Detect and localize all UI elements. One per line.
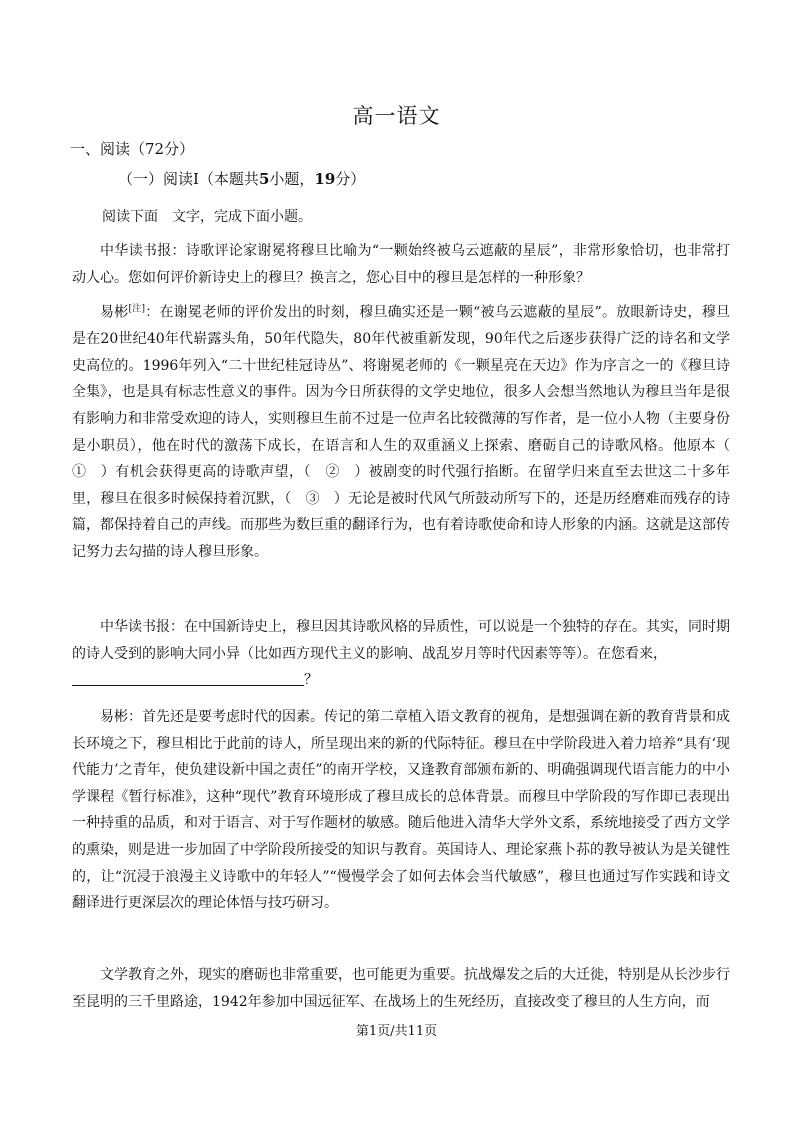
page-title: 高一语文	[352, 104, 441, 128]
paragraph-text: 中华读书报：在中国新诗史上，穆旦因其诗歌风格的异质性，可以说是一个独特的存在。其实，同时期的诗人受到的影响大同小异（比如西方现代主义的影响、战乱岁月等时代因素等等）。在您看来，	[72, 619, 730, 662]
subsection-heading	[118, 168, 365, 189]
paragraph-interview-question-1	[72, 238, 730, 291]
reading-instruction: 阅读下面 文字，完成下面小题。	[102, 209, 312, 225]
paragraph-text: ：在谢冕老师的评价发出的时刻，穆旦确实还是一颗“被乌云遮蔽的星辰”。放眼新诗史，穆旦是在20世纪40年代崭露头角，50年代隐失，80年代被重新发现，90年代之后逐步获得广泛的诗名和文学史高位的。1996年列入“二十世纪桂冠诗丛”、将谢冕老师的《一颗星亮在天边》作为序言之一的《穆旦诗全集》，也是具有标志性意义的事件。因为今日所获得的文学史地位，很多人会想当然地认为穆旦当年是很有影响力和非常受欢迎的诗人，实则穆旦生前不过是一位声名比较微薄的写作者，是一位小人物（主要身份是小职员），他在时代的激荡下成长，在语言和人生的双重涵义上探索、磨砺自己的诗歌风格。他原本（ ① ）有机会获得更高的诗歌声望，（ ② ）被剧变的时代强行掐断。在留学归来直至去世这二十多年里，穆旦在很多时候保持着沉默，（ ③ ）无论是被时代风气所鼓动所写下的，还是历经磨难而残存的诗篇，都保持着自己的声线。而那些为数巨重的翻译行为，也有着诗歌使命和诗人形象的内涵。这就是这部传记努力去勾描的诗人穆旦形象。	[72, 304, 744, 560]
paragraph-text: 文学教育之外，现实的磨砺也非常重要，也可能更为重要。抗战爆发之后的大迁徙，特别是从长沙步行至昆明的三千里路途，1942年参加中国远征军、在战场上的生死经历，直接改变了穆旦的人生方向，而	[72, 967, 730, 1010]
page-footer: 第1页/共11页	[355, 1024, 438, 1039]
speaker-name: 易彬	[100, 304, 129, 321]
paragraph-interview-question-2	[72, 614, 730, 694]
footnote-marker: [注]	[128, 304, 146, 314]
question-mark: ？	[304, 672, 318, 689]
paragraph-interview-answer-1	[72, 296, 744, 566]
paragraph-interview-answer-2	[72, 704, 730, 917]
paragraph-interview-answer-2-continued	[72, 962, 730, 1015]
section-heading: 一、阅读（72分）	[70, 140, 195, 158]
subsection-suffix: 分）	[335, 170, 366, 188]
subsection-count: 5	[258, 170, 270, 188]
paragraph-text: 中华读书报：诗歌评论家谢冕将穆旦比喻为“一颗始终被乌云遮蔽的星辰”，非常形象恰切，也非常打动人心。您如何评价新诗史上的穆旦？换言之，您心目中的穆旦是怎样的一种形象？	[72, 243, 730, 286]
subsection-prefix: （一）阅读Ⅰ（本题共	[118, 170, 259, 188]
fill-in-blank-line	[72, 671, 304, 686]
subsection-middle: 小题，	[269, 170, 315, 188]
paragraph-text: 易彬：首先还是要考虑时代的因素。传记的第二章植入语文教育的视角，是想强调在新的教育背景和成长环境之下，穆旦相比于此前的诗人，所呈现出来的新的代际特征。穆旦在中学阶段进入着力培养“具有‘现代能力’之青年，使负建设新中国之责任”的南开学校，又逢教育部颁布新的、明确强调现代语言能力的中小学课程《暂行标准》，这种“现代”教育环境形成了穆旦成长的总体背景。而穆旦中学阶段的写作即已表现出一种持重的品质，和对于语言、对于写作题材的敏感。随后他进入清华大学外文系，系统地接受了西方文学的熏染，则是进一步加固了中学阶段所接受的知识与教育。英国诗人、理论家燕卜荪的教导被认为是关键性的，让“沉浸于浪漫主义诗歌中的年轻人”“慢慢学会了如何去体会当代敏感”，穆旦也通过写作实践和诗文翻译进行更深层次的理论体悟与技巧研习。	[72, 709, 730, 912]
subsection-score: 19	[314, 170, 336, 188]
